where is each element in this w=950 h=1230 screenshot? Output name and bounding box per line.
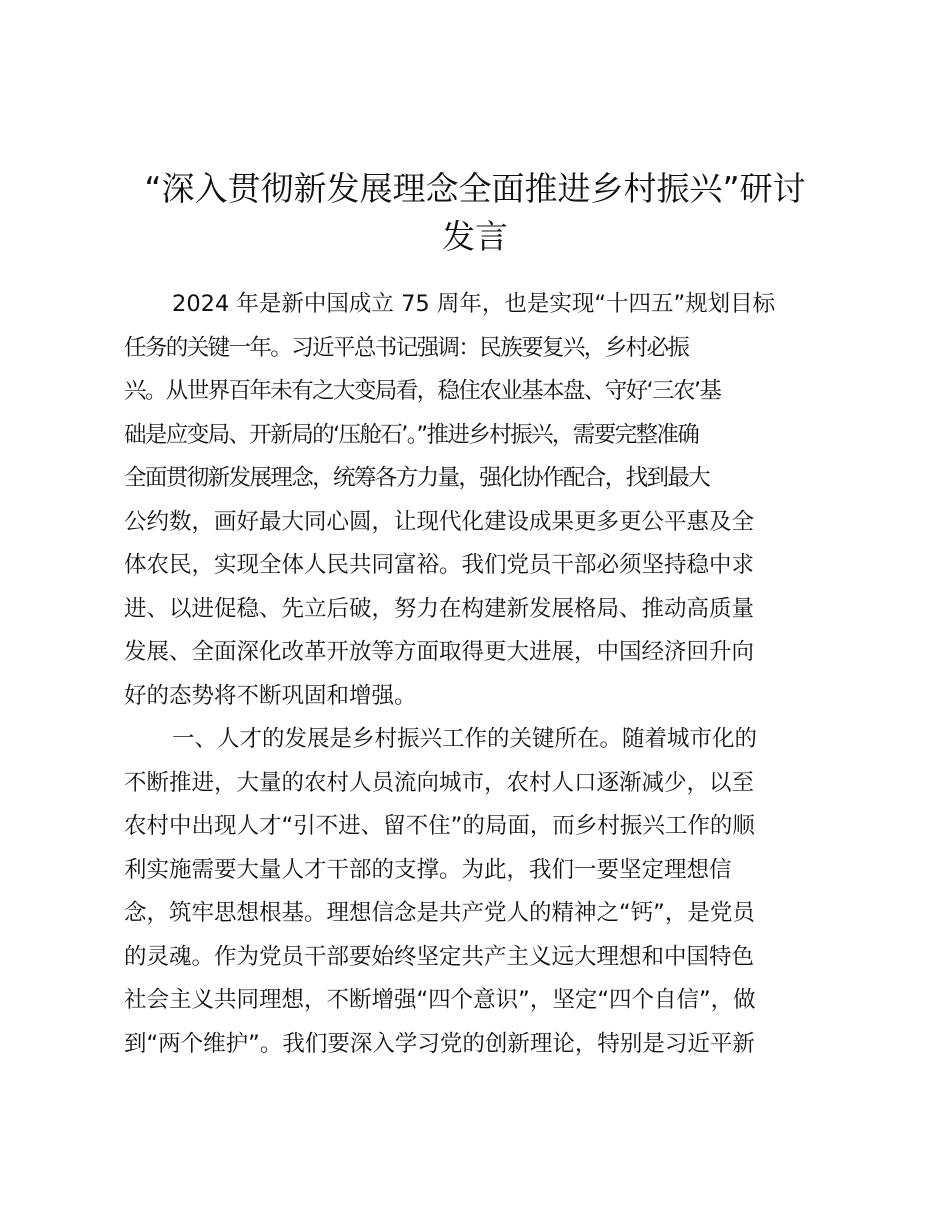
- text-line: 不断推进，大量的农村人员流向城市，农村人口逐渐减少，以至: [124, 769, 755, 796]
- text-line: 进、以进促稳、先立后破，努力在构建新发展格局、推动高质量: [124, 595, 755, 622]
- title-line: “深入贯彻新发展理念全面推进乡村振兴”研讨: [144, 169, 806, 208]
- text-line: 的灵魂。作为党员干部要始终坚定共产主义远大理想和中国特色: [124, 943, 755, 970]
- text-line: 到“两个维护”。我们要深入学习党的创新理论，特别是习近平新: [124, 1030, 755, 1057]
- paragraph-2: [124, 718, 836, 1066]
- text-line: 兴。从世界百年未有之大变局看，稳住农业基本盘、守好‘三农’基: [124, 378, 721, 404]
- paragraph-1: [124, 283, 836, 718]
- text-line: 础是应变局、开新局的‘压舱石’。”推进乡村振兴，需要完整准确: [124, 421, 699, 448]
- title-line: 发言: [442, 217, 508, 256]
- text-line: 社会主义共同理想，不断增强“四个意识”，坚定“四个自信”，做: [124, 987, 756, 1013]
- text-line: 念，筑牢思想根基。理想信念是共产党人的精神之“钙”，是党员: [124, 900, 755, 926]
- text-line: 体农民，实现全体人民共同富裕。我们党员干部必须坚持稳中求: [124, 552, 755, 578]
- text-line: 一、人才的发展是乡村振兴工作的关键所在。随着城市化的: [172, 726, 758, 752]
- text-line: 利实施需要大量人才干部的支撑。为此，我们一要坚定理想信: [124, 856, 732, 883]
- text-line: 好的态势将不断巩固和增强。: [124, 682, 417, 709]
- text-line: 发展、全面深化改革开放等方面取得更大进展，中国经济回升向: [124, 639, 755, 665]
- text-line: 全面贯彻新发展理念，统筹各方力量，强化协作配合，找到最大: [124, 465, 710, 491]
- text-line: 公约数，画好最大同心圆，让现代化建设成果更多更公平惠及全: [124, 508, 755, 535]
- text-line: 农村中出现人才“引不进、留不住”的局面，而乡村振兴工作的顺: [124, 813, 755, 839]
- text-line: 任务的关键一年。习近平总书记强调：民族要复兴，乡村必振: [124, 334, 689, 361]
- document-title: [120, 165, 830, 261]
- text-line: 2024 年是新中国成立 75 周年，也是实现“十四五”规划目标: [172, 291, 776, 317]
- document-body: [124, 283, 836, 1066]
